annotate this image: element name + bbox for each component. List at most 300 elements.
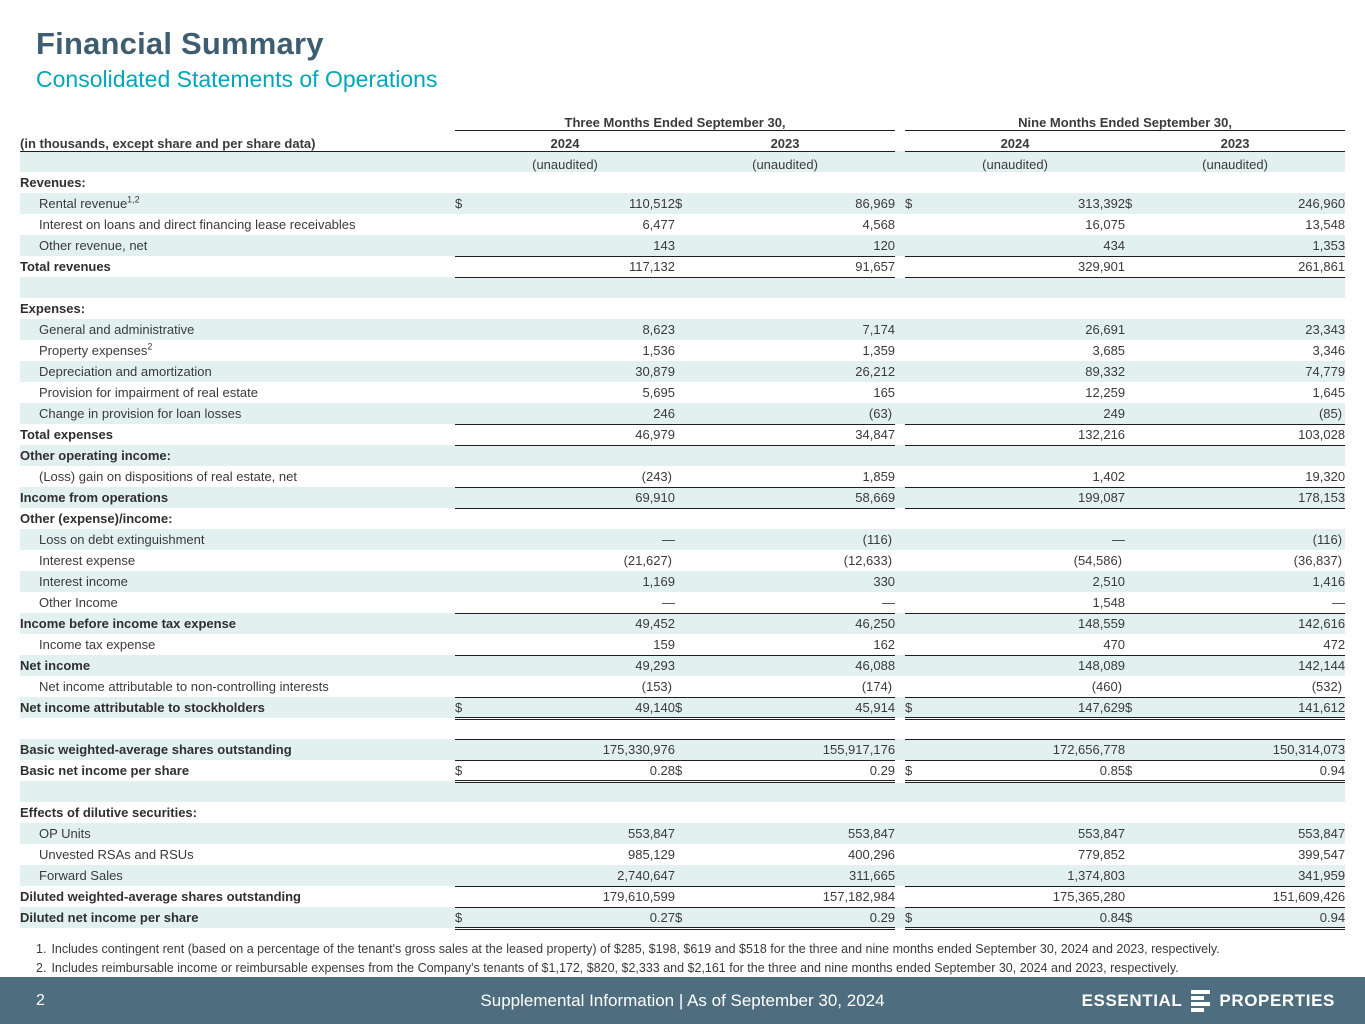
value-cell: 26,691 — [1085, 322, 1126, 337]
value-cell: 34,847 — [697, 424, 895, 445]
value-cell: (243) — [477, 466, 675, 487]
footnote — [36, 940, 1365, 959]
row-label: Effects of dilutive securities: — [20, 805, 197, 820]
value-cell: 46,250 — [855, 616, 896, 632]
gap-cell — [895, 823, 905, 844]
value-cell: 58,669 — [697, 487, 895, 508]
gap-cell — [895, 655, 905, 676]
value-cell: 1,548 — [927, 592, 1125, 613]
value-cell — [697, 802, 895, 823]
dollar-sign-cell: $ — [455, 760, 477, 781]
unaudited-label: (unaudited) — [752, 157, 818, 172]
row-label: Diluted net income per share — [20, 910, 199, 925]
table-row — [20, 340, 1345, 361]
value-cell: 4,568 — [862, 217, 896, 232]
value-cell: 148,559 — [1078, 616, 1126, 632]
value-cell: 49,293 — [635, 658, 675, 674]
gap-cell — [895, 676, 905, 697]
value-cell: 330 — [873, 574, 896, 589]
dollar-sign-cell — [455, 613, 477, 634]
dollar-sign-cell — [675, 676, 697, 697]
dollar-sign-cell — [1125, 466, 1147, 487]
row-label: Expenses: — [20, 301, 86, 316]
dollar-sign-cell — [675, 382, 697, 403]
essential-properties-logo-icon — [1191, 989, 1210, 1013]
table-row — [20, 424, 1345, 445]
value-cell — [697, 508, 895, 529]
value-cell: 1,536 — [642, 343, 675, 358]
gap-cell — [895, 613, 905, 634]
value-cell: (63) — [697, 403, 895, 424]
dollar-sign-cell: $ — [1125, 697, 1147, 718]
value-cell: (153) — [477, 676, 675, 697]
gap-cell — [895, 172, 905, 193]
dollar-sign-cell — [455, 550, 477, 571]
value-cell: 553,847 — [848, 826, 896, 841]
dollar-sign-cell: $ — [455, 697, 477, 718]
dollar-sign-cell: $ — [455, 907, 477, 928]
dollar-sign-cell — [905, 214, 927, 235]
value-cell: (174) — [697, 676, 895, 697]
value-cell — [697, 445, 895, 466]
value-cell: 175,365,280 — [927, 886, 1125, 907]
row-label: Unvested RSAs and RSUs — [39, 847, 194, 862]
value-cell: 329,901 — [927, 256, 1125, 277]
dollar-sign-cell — [455, 508, 477, 529]
dollar-sign-cell — [1125, 256, 1147, 277]
value-cell: 120 — [697, 235, 895, 256]
value-cell: 779,852 — [1078, 847, 1126, 862]
logo-text-properties: PROPERTIES — [1219, 990, 1335, 1010]
dollar-sign-cell — [905, 634, 927, 655]
dollar-sign-cell — [675, 802, 697, 823]
row-label: OP Units — [39, 826, 91, 841]
table-row — [20, 634, 1345, 655]
row-label: Income from operations — [20, 490, 169, 505]
footnote-number: 2. — [36, 960, 47, 975]
dollar-sign-cell — [455, 802, 477, 823]
dollar-sign-cell — [1125, 298, 1147, 319]
row-label: Net income attributable to non-controlling interests — [39, 679, 329, 694]
gap-cell — [895, 151, 905, 172]
dollar-sign-cell — [455, 298, 477, 319]
value-cell — [1147, 802, 1345, 823]
value-cell: 178,153 — [1147, 487, 1345, 508]
dollar-sign-cell — [905, 340, 927, 361]
row-header-label: (in thousands, except share and per share data) — [20, 130, 455, 151]
dollar-sign-cell: $ — [1125, 196, 1133, 211]
value-cell: 261,861 — [1147, 256, 1345, 277]
value-cell — [1147, 445, 1345, 466]
dollar-sign-cell — [675, 235, 697, 256]
dollar-sign-cell — [905, 865, 927, 886]
value-cell: 74,779 — [1305, 364, 1346, 379]
gap-cell — [895, 424, 905, 445]
dollar-sign-cell — [905, 172, 927, 193]
dollar-sign-cell — [455, 823, 477, 844]
value-cell: 12,259 — [1085, 385, 1126, 400]
dollar-sign-cell — [455, 886, 477, 907]
dollar-sign-cell — [905, 298, 927, 319]
gap-cell — [895, 760, 905, 781]
value-cell: 0.94 — [1147, 760, 1345, 781]
value-cell: 553,847 — [1078, 826, 1126, 841]
value-cell: (116) — [1312, 532, 1343, 547]
value-cell: 3,685 — [1092, 343, 1126, 358]
value-cell: 311,665 — [697, 865, 895, 886]
dollar-sign-cell — [1125, 214, 1147, 235]
value-cell: 0.28 — [477, 760, 675, 781]
unaudited-label: (unaudited) — [982, 157, 1048, 172]
dollar-sign-cell — [675, 424, 697, 445]
dollar-sign-cell — [905, 550, 927, 571]
gap-cell — [895, 235, 905, 256]
gap-cell — [895, 361, 905, 382]
value-cell: 1,416 — [1312, 574, 1346, 589]
value-cell: 159 — [477, 634, 675, 655]
gap-cell — [895, 508, 905, 529]
value-cell: 2,510 — [1092, 574, 1126, 589]
gap-cell — [895, 214, 905, 235]
table-row — [20, 508, 1345, 529]
dollar-sign-cell — [675, 655, 697, 676]
value-cell: 86,969 — [855, 196, 896, 211]
dollar-sign-cell — [1125, 676, 1147, 697]
value-cell: 0.85 — [927, 760, 1125, 781]
value-cell: 1,645 — [1312, 385, 1346, 400]
dollar-sign-cell — [675, 361, 697, 382]
year-header: 2024 — [905, 130, 1125, 151]
row-label — [20, 718, 455, 739]
table-row — [20, 571, 1345, 592]
table-row — [20, 697, 1345, 718]
row-label: Basic net income per share — [20, 763, 190, 778]
dollar-sign-cell — [1125, 550, 1147, 571]
dollar-sign-cell — [455, 319, 477, 340]
dollar-sign-cell — [455, 172, 477, 193]
table-row — [20, 298, 1345, 319]
row-label: Diluted weighted-average shares outstanding — [20, 889, 301, 904]
value-cell: 0.29 — [697, 907, 895, 928]
dollar-sign-cell — [455, 865, 477, 886]
value-cell: (85) — [1147, 403, 1345, 424]
footnotes — [36, 940, 1365, 978]
gap-cell — [895, 550, 905, 571]
row-label: Total revenues — [20, 259, 111, 274]
spacer-row — [20, 718, 1345, 739]
value-cell — [927, 445, 1125, 466]
spacer-row — [20, 277, 1345, 298]
dollar-sign-cell — [1125, 445, 1147, 466]
value-cell: 1,374,803 — [927, 865, 1125, 886]
value-cell — [477, 172, 675, 193]
table-row — [20, 655, 1345, 676]
dollar-sign-cell — [675, 298, 697, 319]
value-cell: 0.29 — [697, 760, 895, 781]
dollar-sign-cell — [905, 823, 927, 844]
table-row — [20, 361, 1345, 382]
row-label: Change in provision for loan losses — [39, 406, 242, 421]
dollar-sign-cell — [675, 865, 697, 886]
value-cell: (116) — [862, 532, 893, 547]
dollar-sign-cell — [1125, 361, 1147, 382]
dollar-sign-cell — [905, 571, 927, 592]
value-cell: — — [662, 532, 675, 547]
dollar-sign-cell — [455, 592, 477, 613]
dollar-sign-cell — [455, 235, 477, 256]
value-cell: 1,353 — [1147, 235, 1345, 256]
dollar-sign-cell — [905, 802, 927, 823]
dollar-sign-cell — [675, 739, 697, 760]
logo-text-essential: ESSENTIAL — [1081, 990, 1183, 1010]
row-label: General and administrative — [39, 322, 195, 337]
value-cell: (12,633) — [843, 553, 893, 568]
dollar-sign-cell — [455, 529, 477, 550]
table-row — [20, 214, 1345, 235]
table-row — [20, 382, 1345, 403]
dollar-sign-cell — [675, 571, 697, 592]
unaudited-label: (unaudited) — [532, 157, 598, 172]
value-cell: 313,392 — [1078, 196, 1126, 211]
spacer-cell — [455, 781, 1345, 802]
value-cell: 400,296 — [848, 847, 896, 862]
footnote-number: 1. — [36, 941, 47, 956]
row-label: Other (expense)/income: — [20, 511, 173, 526]
dollar-sign-cell — [455, 424, 477, 445]
value-cell: 1,359 — [862, 343, 896, 358]
value-cell: 23,343 — [1305, 322, 1346, 337]
dollar-sign-cell — [905, 256, 927, 277]
value-cell — [477, 445, 675, 466]
dollar-sign-cell: $ — [1125, 760, 1147, 781]
footnote-text: Includes reimbursable income or reimbursable expenses from the Company's tenants of $1,172, $820, $2,333 and $2,161 for the three and nine months ended September 30, 2024 and 2023, respectively. — [51, 960, 1179, 975]
dollar-sign-cell — [1125, 508, 1147, 529]
header-year-row — [20, 130, 1345, 151]
value-cell — [477, 802, 675, 823]
dollar-sign-cell — [455, 487, 477, 508]
table-row — [20, 592, 1345, 613]
dollar-sign-cell — [455, 361, 477, 382]
gap-cell — [895, 529, 905, 550]
table-body — [20, 172, 1345, 928]
dollar-sign-cell: $ — [1125, 907, 1147, 928]
dollar-sign-cell — [905, 319, 927, 340]
header-block — [0, 0, 1365, 93]
dollar-sign-cell — [455, 256, 477, 277]
value-cell: 45,914 — [697, 697, 895, 718]
dollar-sign-cell — [1125, 487, 1147, 508]
dollar-sign-cell — [675, 214, 697, 235]
table-row — [20, 235, 1345, 256]
dollar-sign-cell — [905, 235, 927, 256]
row-label: (Loss) gain on dispositions of real estate, net — [39, 469, 297, 484]
row-label: Other Income — [39, 595, 118, 610]
dollar-sign-cell — [675, 508, 697, 529]
gap-cell — [895, 634, 905, 655]
value-cell: 157,182,984 — [697, 886, 895, 907]
gap-cell — [895, 487, 905, 508]
column-group-header: Three Months Ended September 30, — [455, 109, 895, 130]
column-group-header: Nine Months Ended September 30, — [905, 109, 1345, 130]
spacer-row — [20, 781, 1345, 802]
value-cell: 142,144 — [1298, 658, 1346, 674]
row-label: Other revenue, net — [39, 238, 148, 253]
dollar-sign-cell — [1125, 319, 1147, 340]
gap-cell — [895, 256, 905, 277]
dollar-sign-cell — [455, 466, 477, 487]
gap-cell — [895, 340, 905, 361]
dollar-sign-cell — [675, 403, 697, 424]
value-cell: 2,740,647 — [477, 865, 675, 886]
value-cell: 7,174 — [862, 322, 896, 337]
row-label: Net income attributable to stockholders — [20, 700, 265, 715]
dollar-sign-cell — [1125, 235, 1147, 256]
table-row — [20, 760, 1345, 781]
value-cell: 89,332 — [1085, 364, 1126, 379]
gap-cell — [895, 697, 905, 718]
value-cell: 110,512 — [628, 196, 675, 211]
dollar-sign-cell — [905, 613, 927, 634]
table-row — [20, 487, 1345, 508]
dollar-sign-cell — [1125, 802, 1147, 823]
dollar-sign-cell — [455, 382, 477, 403]
dollar-sign-cell — [1125, 844, 1147, 865]
dollar-sign-cell — [905, 655, 927, 676]
dollar-sign-cell — [905, 529, 927, 550]
value-cell: (54,586) — [1073, 553, 1123, 568]
value-cell: (36,837) — [1293, 553, 1343, 568]
gap-cell — [895, 319, 905, 340]
row-label: Income tax expense — [39, 637, 156, 652]
gap-cell — [895, 445, 905, 466]
dollar-sign-cell — [1125, 823, 1147, 844]
dollar-sign-cell — [455, 214, 477, 235]
table-row — [20, 865, 1345, 886]
dollar-sign-cell — [905, 487, 927, 508]
dollar-sign-cell — [1125, 739, 1147, 760]
value-cell: (21,627) — [623, 553, 672, 568]
value-cell: 13,548 — [1305, 217, 1346, 232]
unaudited-label: (unaudited) — [1202, 157, 1268, 172]
row-label: Property expenses$^2$ — [39, 341, 153, 358]
footnote — [36, 959, 1365, 978]
table-row — [20, 613, 1345, 634]
value-cell — [1147, 508, 1345, 529]
dollar-sign-cell — [905, 361, 927, 382]
dollar-sign-cell — [1125, 571, 1147, 592]
table-row — [20, 739, 1345, 760]
dollar-sign-cell — [1125, 634, 1147, 655]
dollar-sign-cell — [905, 466, 927, 487]
table-row — [20, 823, 1345, 844]
year-header: 2023 — [1125, 130, 1345, 151]
gap-cell — [895, 802, 905, 823]
gap-cell — [895, 193, 905, 214]
row-label: Interest income — [39, 574, 128, 589]
value-cell — [927, 802, 1125, 823]
value-cell: 341,959 — [1147, 865, 1345, 886]
value-cell: 142,616 — [1298, 616, 1346, 632]
value-cell: 434 — [927, 235, 1125, 256]
value-cell: 150,314,073 — [1147, 739, 1345, 760]
dollar-sign-cell: $ — [905, 760, 927, 781]
value-cell: 26,212 — [855, 364, 896, 379]
value-cell: 249 — [927, 403, 1125, 424]
dollar-sign-cell — [455, 676, 477, 697]
dollar-sign-cell — [905, 508, 927, 529]
value-cell: 399,547 — [1298, 847, 1346, 862]
dollar-sign-cell: $ — [675, 907, 697, 928]
table-head — [20, 109, 1345, 172]
value-cell: 162 — [697, 634, 895, 655]
value-cell: 91,657 — [697, 256, 895, 277]
value-cell: 0.94 — [1147, 907, 1345, 928]
dollar-sign-cell — [905, 592, 927, 613]
value-cell: 148,089 — [1078, 658, 1126, 674]
row-label: Revenues: — [20, 175, 86, 190]
value-cell: 49,452 — [635, 616, 675, 632]
dollar-sign-cell — [455, 445, 477, 466]
dollar-sign-cell — [1125, 613, 1147, 634]
value-cell: (460) — [927, 676, 1125, 697]
value-cell: — — [477, 592, 675, 613]
dollar-sign-cell — [675, 613, 697, 634]
dollar-sign-cell — [905, 445, 927, 466]
gap-cell — [895, 592, 905, 613]
value-cell: 1,859 — [697, 466, 895, 487]
dollar-sign-cell: $ — [675, 697, 697, 718]
table-row — [20, 550, 1345, 571]
value-cell: (532) — [1147, 676, 1345, 697]
value-cell: 141,612 — [1147, 697, 1345, 718]
value-cell: 472 — [1147, 634, 1345, 655]
value-cell: 16,075 — [1085, 217, 1126, 232]
page-subtitle: Consolidated Statements of Operations — [36, 66, 438, 92]
dollar-sign-cell: $ — [905, 697, 927, 718]
row-label: Forward Sales — [39, 868, 123, 883]
row-label: Provision for impairment of real estate — [39, 385, 258, 400]
row-label: Net income — [20, 658, 91, 673]
dollar-sign-cell — [1125, 340, 1147, 361]
value-cell: 8,623 — [642, 322, 675, 337]
dollar-sign-cell — [905, 382, 927, 403]
dollar-sign-cell — [675, 319, 697, 340]
value-cell: 985,129 — [628, 847, 675, 862]
value-cell: 0.27 — [477, 907, 675, 928]
footnote-text: Includes contingent rent (based on a percentage of the tenant's gross sales at the leased property) of $285, $198, $619 and $518 for the three and nine months ended September 30, 2024 and 2023, respectively. — [51, 941, 1220, 956]
value-cell: — — [697, 592, 895, 613]
value-cell: 199,087 — [927, 487, 1125, 508]
financial-table — [20, 109, 1345, 930]
spacer-cell — [455, 277, 1345, 298]
value-cell: 147,629 — [927, 697, 1125, 718]
dollar-sign-cell — [1125, 403, 1147, 424]
year-header: 2024 — [455, 130, 675, 151]
dollar-sign-cell — [1125, 424, 1147, 445]
value-cell: 46,088 — [855, 658, 896, 674]
dollar-sign-cell — [455, 403, 477, 424]
page-number: 2 — [36, 991, 45, 1009]
table-row — [20, 886, 1345, 907]
value-cell: 117,132 — [477, 256, 675, 277]
row-label: Basic weighted-average shares outstanding — [20, 742, 292, 757]
dollar-sign-cell — [675, 823, 697, 844]
value-cell: 46,979 — [477, 424, 675, 445]
value-cell: 132,216 — [927, 424, 1125, 445]
gap-cell — [895, 571, 905, 592]
dollar-sign-cell — [1125, 172, 1147, 193]
value-cell: 49,140 — [477, 697, 675, 718]
